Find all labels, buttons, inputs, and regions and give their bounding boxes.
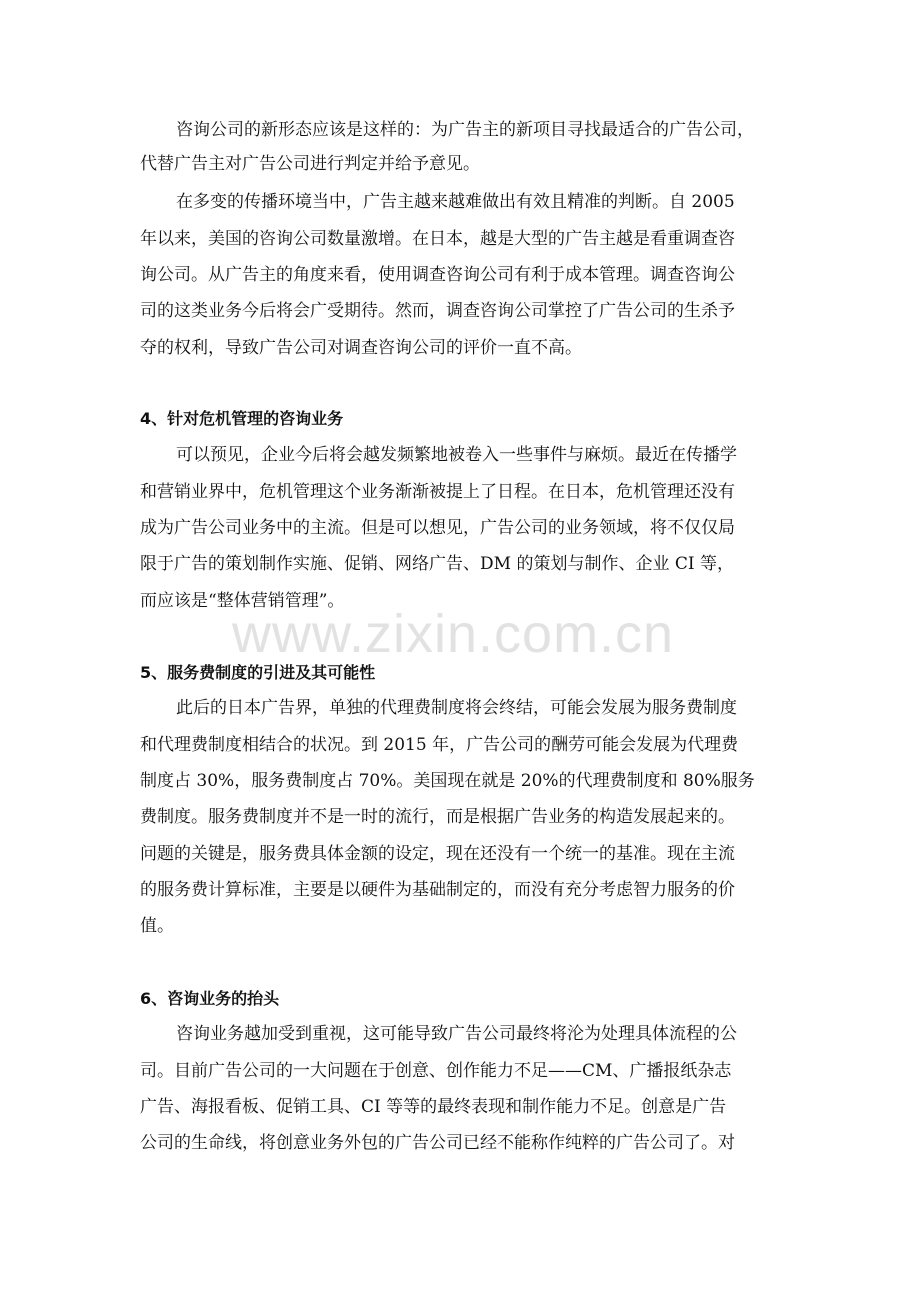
section-heading: 4、针对危机管理的咨询业务 bbox=[140, 409, 344, 428]
paragraph-line: 咨询业务越加受到重视，这可能导致广告公司最终将沦为处理具体流程的公 bbox=[176, 1024, 737, 1044]
section-heading: 5、服务费制度的引进及其可能性 bbox=[140, 663, 376, 682]
paragraph-line: 代替广告主对广告公司进行判定并给予意见。 bbox=[140, 154, 480, 174]
paragraph-line: 询公司。从广告主的角度来看，使用调查咨询公司有利于成本管理。调查咨询公 bbox=[140, 265, 735, 285]
paragraph-line: 限于广告的策划制作实施、促销、网络广告、DM 的策划与制作、企业 CI 等， bbox=[140, 554, 734, 574]
paragraph-line: 咨询公司的新形态应该是这样的：为广告主的新项目寻找最适合的广告公司， bbox=[176, 120, 754, 140]
paragraph-line: 费制度。服务费制度并不是一时的流行，而是根据广告业务的构造发展起来的。 bbox=[140, 807, 735, 827]
paragraph-line: 而应该是“整体营销管理”。 bbox=[140, 591, 345, 611]
watermark: www.zixin.com.cn bbox=[232, 604, 675, 664]
paragraph-line: 广告、海报看板、促销工具、CI 等等的最终表现和制作能力不足。创意是广告 bbox=[140, 1097, 727, 1117]
paragraph-line: 年以来，美国的咨询公司数量激增。在日本，越是大型的广告主越是看重调查咨 bbox=[140, 229, 735, 249]
paragraph-line: 和代理费制度相结合的状况。到 2015 年，广告公司的酬劳可能会发展为代理费 bbox=[140, 735, 739, 755]
paragraph-line: 问题的关键是，服务费具体金额的设定，现在还没有一个统一的基准。现在主流 bbox=[140, 844, 735, 864]
paragraph-line: 司的这类业务今后将会广受期待。然而，调查咨询公司掌控了广告公司的生杀予 bbox=[140, 301, 735, 321]
paragraph-line: 成为广告公司业务中的主流。但是可以想见，广告公司的业务领域，将不仅仅局 bbox=[140, 518, 735, 538]
section-heading: 6、咨询业务的抬头 bbox=[140, 989, 280, 1008]
paragraph-line: 可以预见，企业今后将会越发频繁地被卷入一些事件与麻烦。最近在传播学 bbox=[176, 445, 737, 465]
paragraph-line: 值。 bbox=[140, 916, 174, 936]
paragraph-line: 制度占 30%，服务费制度占 70%。美国现在就是 20%的代理费制度和 80%服务 bbox=[140, 771, 755, 791]
paragraph-line: 的服务费计算标准，主要是以硬件为基础制定的，而没有充分考虑智力服务的价 bbox=[140, 880, 735, 900]
paragraph-line: 和营销业界中，危机管理这个业务渐渐被提上了日程。在日本，危机管理还没有 bbox=[140, 482, 735, 502]
paragraph-line: 夺的权利，导致广告公司对调查咨询公司的评价一直不高。 bbox=[140, 338, 582, 358]
paragraph-line: 公司的生命线，将创意业务外包的广告公司已经不能称作纯粹的广告公司了。对 bbox=[140, 1133, 735, 1153]
paragraph-line: 此后的日本广告界，单独的代理费制度将会终结，可能会发展为服务费制度 bbox=[176, 698, 737, 718]
paragraph-line: 在多变的传播环境当中，广告主越来越难做出有效且精准的判断。自 2005 bbox=[176, 192, 735, 212]
paragraph-line: 司。目前广告公司的一大问题在于创意、创作能力不足——CM、广播报纸杂志 bbox=[140, 1061, 732, 1081]
